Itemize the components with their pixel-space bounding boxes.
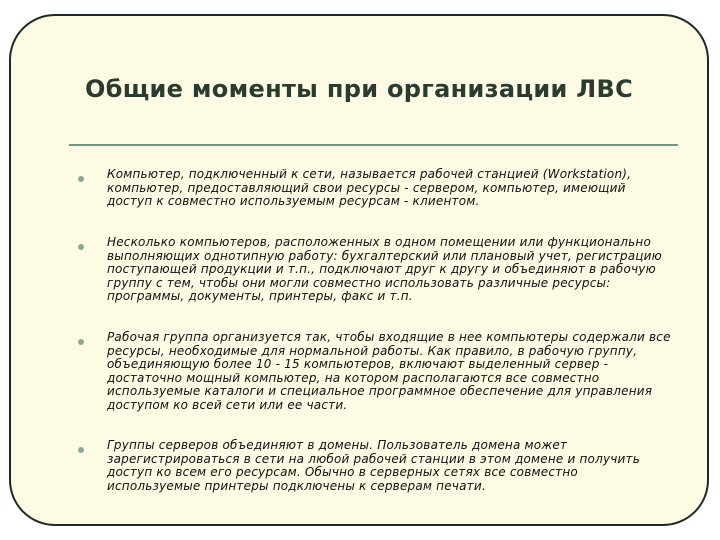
slide-title: Общие моменты при организации ЛВС — [84, 75, 634, 103]
bullet-item-dedicated-server — [83, 331, 673, 439]
bullet-item-domains — [83, 439, 673, 493]
bullet-text: Компьютер, подключенный к сети, называется рабочей станцией (Workstation), компьютер, предоставляющий свои ресурсы - сервером, компьютер, имеющий доступ к совместно используемым ресурсам - клиентом. — [107, 167, 632, 209]
bullet-icon — [78, 244, 84, 250]
bullet-icon — [78, 176, 84, 182]
bullet-text: Рабочая группа организуется так, чтобы входящие в нее компьютеры содержали все ресурсы, необходимые для нормальной работы. Как правило, в рабочую группу, объединяющую более 10 - 15 компьютеров, включают выделенный сервер - достаточно мощный компьютер, на котором располагаются все совместно используемые каталоги и специальное программное обеспечение для управления доступом ко всей сети или ее части. — [107, 330, 671, 412]
bullet-text: Несколько компьютеров, расположенных в одном помещении или функционально выполняющих однотипную работу: бухгалтерский или плановый учет, регистрацию поступающей продукции и т.п., подключают друг к другу и объединяют в рабочую группу с тем, чтобы они могли совместно использовать различные ресурсы: программы, документы, принтеры, факс и т.п. — [107, 235, 662, 304]
title-divider — [69, 144, 678, 146]
bullet-icon — [78, 447, 84, 453]
bullet-icon — [78, 339, 84, 345]
bullet-list — [83, 168, 673, 493]
slide-frame — [9, 14, 709, 526]
bullet-text: Группы серверов объединяют в домены. Пользователь домена может зарегистрироваться в сети на любой рабочей станции в этом домене и получить доступ ко всем его ресурсам. Обычно в серверных сетях все совместно используемые принтеры подключены к серверам печати. — [107, 438, 641, 493]
bullet-item-workstation — [83, 168, 673, 236]
bullet-item-workgroup — [83, 236, 673, 331]
